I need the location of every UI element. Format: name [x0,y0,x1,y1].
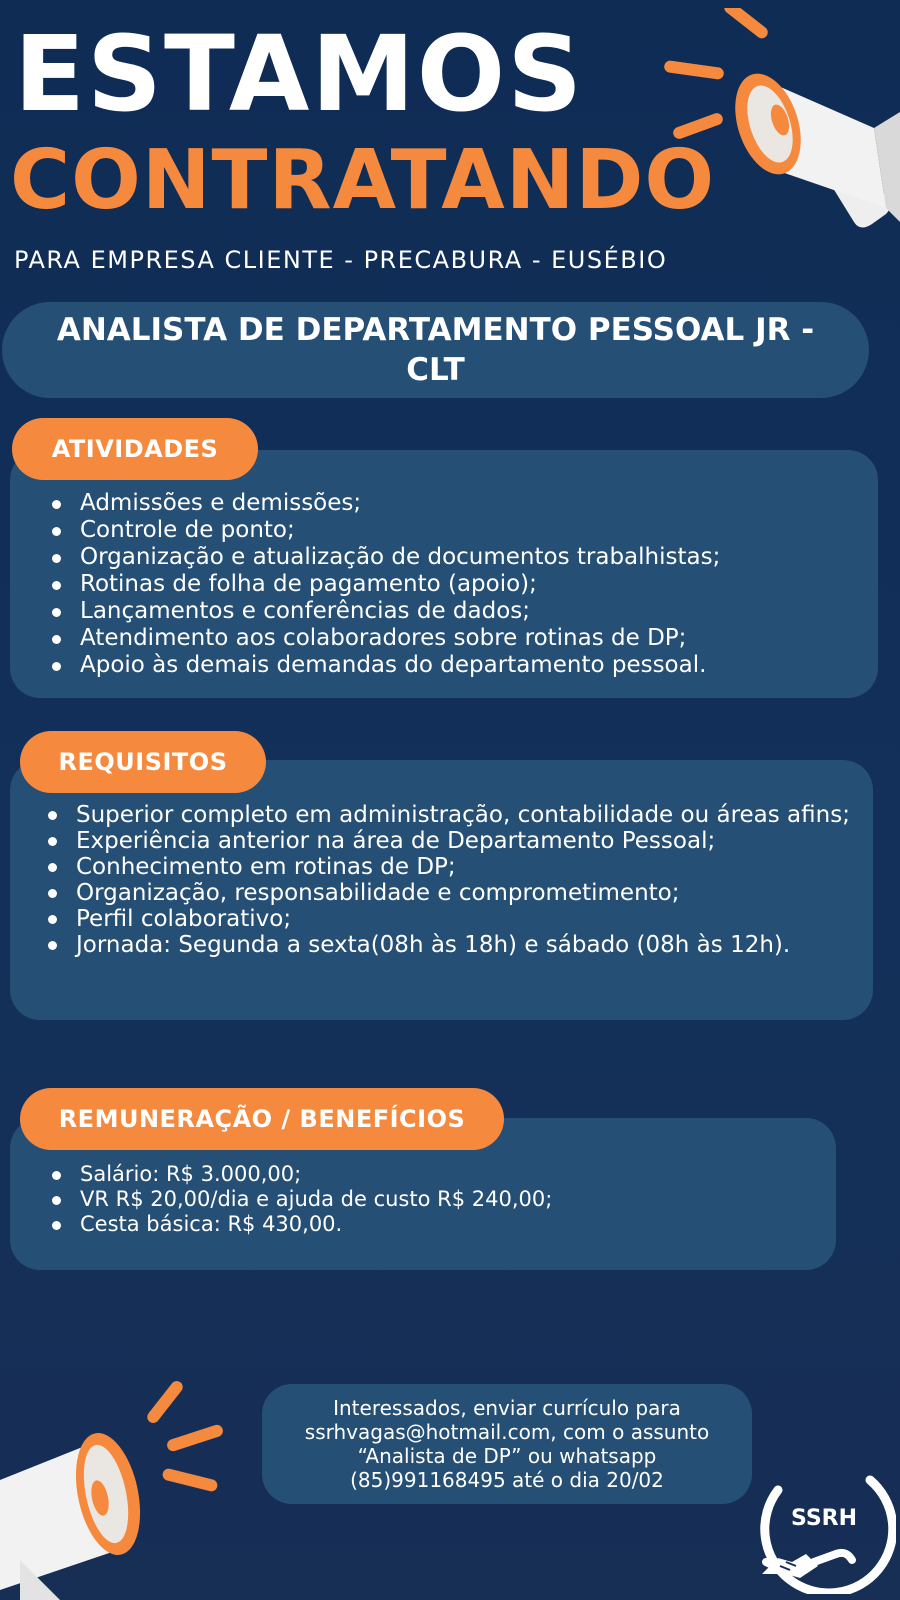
logo-text: SSRH [790,1506,858,1531]
list-item: Jornada: Segunda a sexta(08h às 18h) e sábado (08h às 12h). [40,932,870,958]
contact-info-box [262,1384,752,1504]
list-item: Atendimento aos colaboradores sobre rotinas de DP; [44,625,874,652]
list-item: Superior completo em administração, contabilidade ou áreas afins; [40,802,870,828]
list-item: VR R$ 20,00/dia e ajuda de custo R$ 240,00; [44,1187,824,1212]
contact-text: Interessados, enviar currículo para ssrhvagas@hotmail.com, com o assunto “Analista de DP” ou whatsapp (85)991168495 até o dia 20/02 [304,1396,710,1492]
handshake-icon [760,1544,820,1584]
list-item: Organização, responsabilidade e comprometimento; [40,880,870,906]
megaphone-icon [0,1370,240,1600]
list-item: Perfil colaborativo; [40,906,870,932]
list-item: Conhecimento em rotinas de DP; [40,854,870,880]
requirements-tag: REQUISITOS [20,731,266,793]
job-title: ANALISTA DE DEPARTAMENTO PESSOAL JR - CLT [56,312,815,388]
list-item: Apoio às demais demandas do departamento pessoal. [44,652,874,679]
headline-estamos: ESTAMOS [14,13,585,135]
list-item: Salário: R$ 3.000,00; [44,1162,824,1187]
list-item: Controle de ponto; [44,517,874,544]
requirements-list [40,802,870,958]
list-item: Organização e atualização de documentos trabalhistas; [44,544,874,571]
list-item: Admissões e demissões; [44,490,874,517]
headline-contratando: CONTRATANDO [10,133,716,228]
activities-card [10,450,878,698]
list-item: Rotinas de folha de pagamento (apoio); [44,571,874,598]
company-location-subtitle: PARA EMPRESA CLIENTE - PRECABURA - EUSÉBIO [14,246,668,274]
benefits-tag: REMUNERAÇÃO / BENEFÍCIOS [20,1088,504,1150]
list-item: Experiência anterior na área de Departamento Pessoal; [40,828,870,854]
activities-tag: ATIVIDADES [12,418,258,480]
job-title-banner [2,302,869,398]
requirements-card [10,760,873,1020]
ssrh-logo [752,1450,896,1594]
benefits-list [44,1162,824,1237]
megaphone-icon [660,8,900,238]
list-item: Lançamentos e conferências de dados; [44,598,874,625]
list-item: Cesta básica: R$ 430,00. [44,1212,824,1237]
activities-list [44,490,874,679]
